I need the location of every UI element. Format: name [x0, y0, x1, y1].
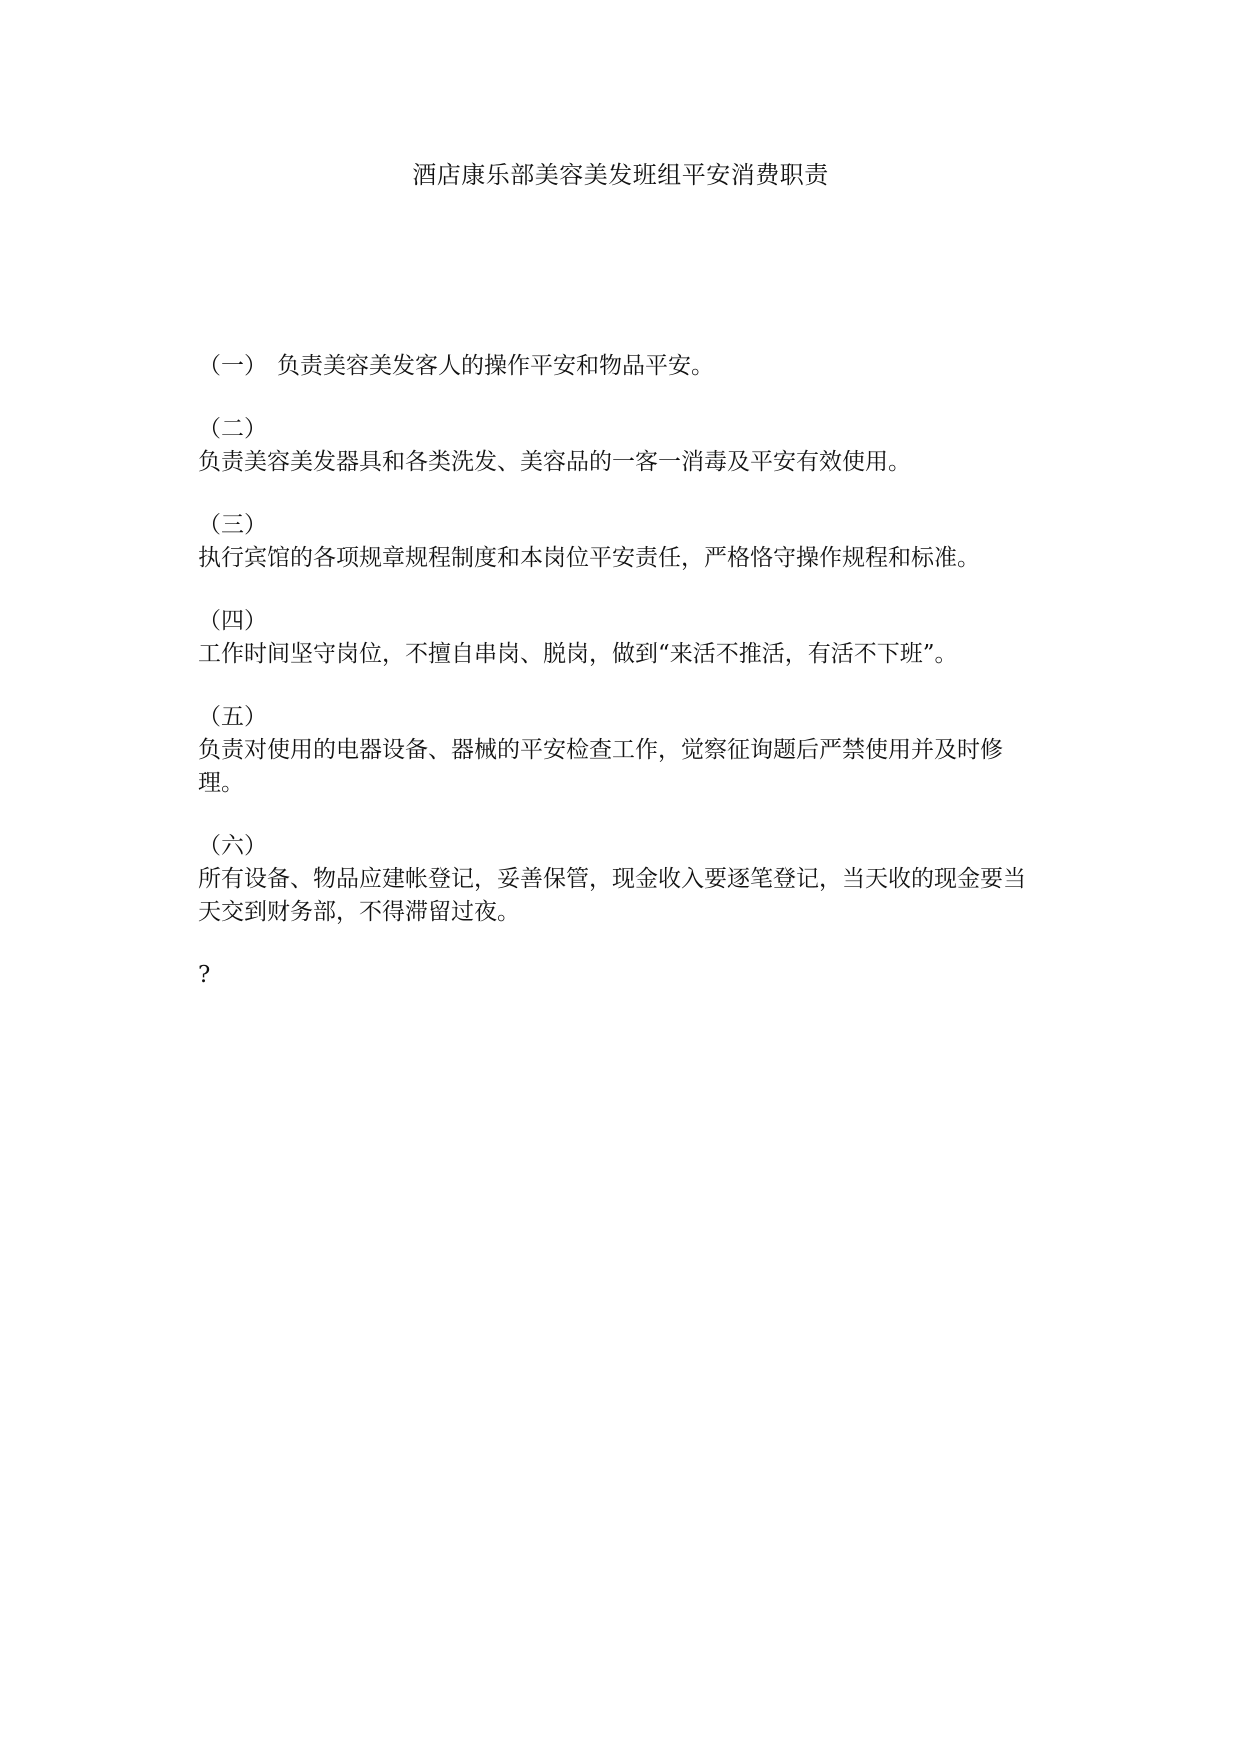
list-item: [198, 413, 1028, 479]
item-text: 工作时间坚守岗位，不擅自串岗、脱岗，做到“来活不推活，有活不下班”。: [198, 641, 958, 667]
item-text: 负责美容美发器具和各类洗发、美容品的一客一消毒及平安有效使用。: [198, 449, 911, 475]
list-item: [198, 701, 1028, 800]
item-text: 负责对使用的电器设备、器械的平安检查工作，觉察征询题后严禁使用并及时修理。: [198, 737, 1003, 796]
item-number: （六）: [198, 833, 267, 859]
item-number: （三）: [198, 512, 267, 538]
item-text: 所有设备、物品应建帐登记，妥善保管，现金收入要逐笔登记，当天收的现金要当天交到财务部，不得滞留过夜。: [198, 866, 1026, 925]
list-item: [198, 509, 1028, 575]
list-item: [198, 830, 1028, 929]
item-text: 执行宾馆的各项规章规程制度和本岗位平安责任，严格恪守操作规程和标准。: [198, 545, 980, 571]
trailing-mark: ?: [198, 962, 211, 988]
item-number: （五）: [198, 704, 267, 730]
item-number: （四）: [198, 608, 267, 634]
item-number: （二）: [198, 416, 267, 442]
document-body: [198, 350, 1028, 992]
document-title: 酒店康乐部美容美发班组平安消费职责: [412, 161, 829, 189]
list-item: [198, 350, 1028, 383]
item-text: 负责美容美发客人的操作平安和物品平安。: [277, 353, 714, 379]
list-item: [198, 605, 1028, 671]
item-number: （一）: [198, 353, 267, 379]
